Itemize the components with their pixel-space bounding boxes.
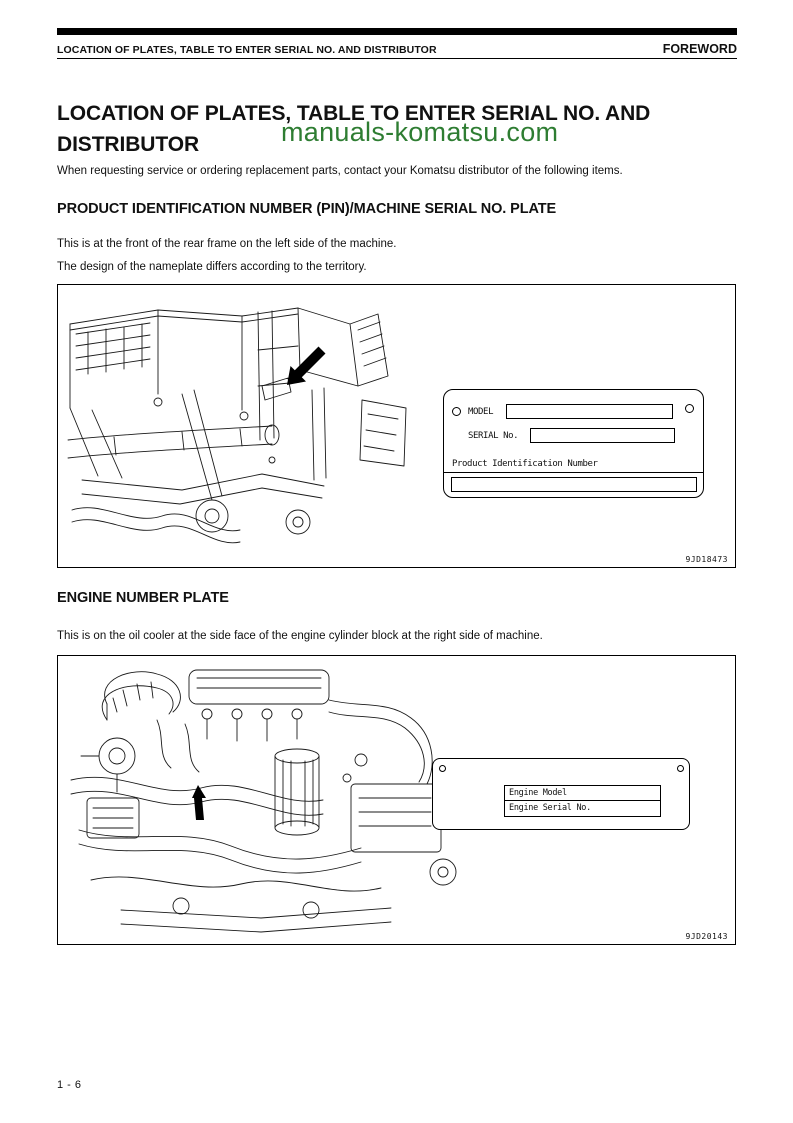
engine-serial-row: Engine Serial No. — [504, 801, 661, 817]
figure-engine-plate-location — [57, 655, 736, 945]
running-header-left: LOCATION OF PLATES, TABLE TO ENTER SERIAL NO. AND DISTRIBUTOR — [57, 44, 437, 56]
pin-body-line-1: This is at the front of the rear frame on the left side of the machine. — [57, 238, 397, 250]
plate-location-arrow-icon — [192, 785, 206, 820]
machine-line-drawing — [62, 290, 434, 562]
screw-hole-icon — [452, 407, 461, 416]
page-title: LOCATION OF PLATES, TABLE TO ENTER SERIAL NO. AND DISTRIBUTOR — [57, 102, 651, 156]
figure-pin-plate-location — [57, 284, 736, 568]
pin-label: Product Identification Number — [452, 459, 598, 469]
figure-id: 9JD20143 — [685, 932, 728, 941]
screw-hole-icon — [439, 765, 446, 772]
running-header — [57, 38, 737, 56]
pin-value-box — [451, 477, 697, 492]
engine-body-line-1: This is on the oil cooler at the side face of the engine cylinder block at the right side of machine. — [57, 630, 543, 642]
model-value-box — [506, 404, 673, 419]
screw-hole-icon — [677, 765, 684, 772]
engine-plate-table — [504, 785, 661, 817]
intro-paragraph: When requesting service or ordering replacement parts, contact your Komatsu distributor of the following items. — [57, 165, 623, 177]
serial-no-value-box — [530, 428, 675, 443]
engine-nameplate — [432, 758, 690, 830]
header-rule-thin — [57, 58, 737, 59]
engine-line-drawing — [61, 660, 461, 944]
serial-no-label: SERIAL No. — [468, 431, 519, 441]
watermark-text: manuals-komatsu.com — [281, 117, 559, 147]
plate-location-arrow-icon — [287, 347, 326, 386]
pin-divider-rule — [444, 472, 703, 473]
model-label: MODEL — [468, 407, 494, 417]
pin-nameplate — [443, 389, 704, 498]
pin-body-line-2: The design of the nameplate differs according to the territory. — [57, 261, 367, 273]
header-rule-thick — [57, 28, 737, 35]
section-heading-engine: ENGINE NUMBER PLATE — [57, 590, 229, 606]
section-heading-pin: PRODUCT IDENTIFICATION NUMBER (PIN)/MACHINE SERIAL NO. PLATE — [57, 201, 557, 217]
running-header-right: FOREWORD — [662, 42, 737, 56]
page-number: 1 - 6 — [57, 1079, 82, 1091]
engine-model-row: Engine Model — [504, 785, 661, 801]
figure-id: 9JD18473 — [685, 555, 728, 564]
screw-hole-icon — [685, 404, 694, 413]
